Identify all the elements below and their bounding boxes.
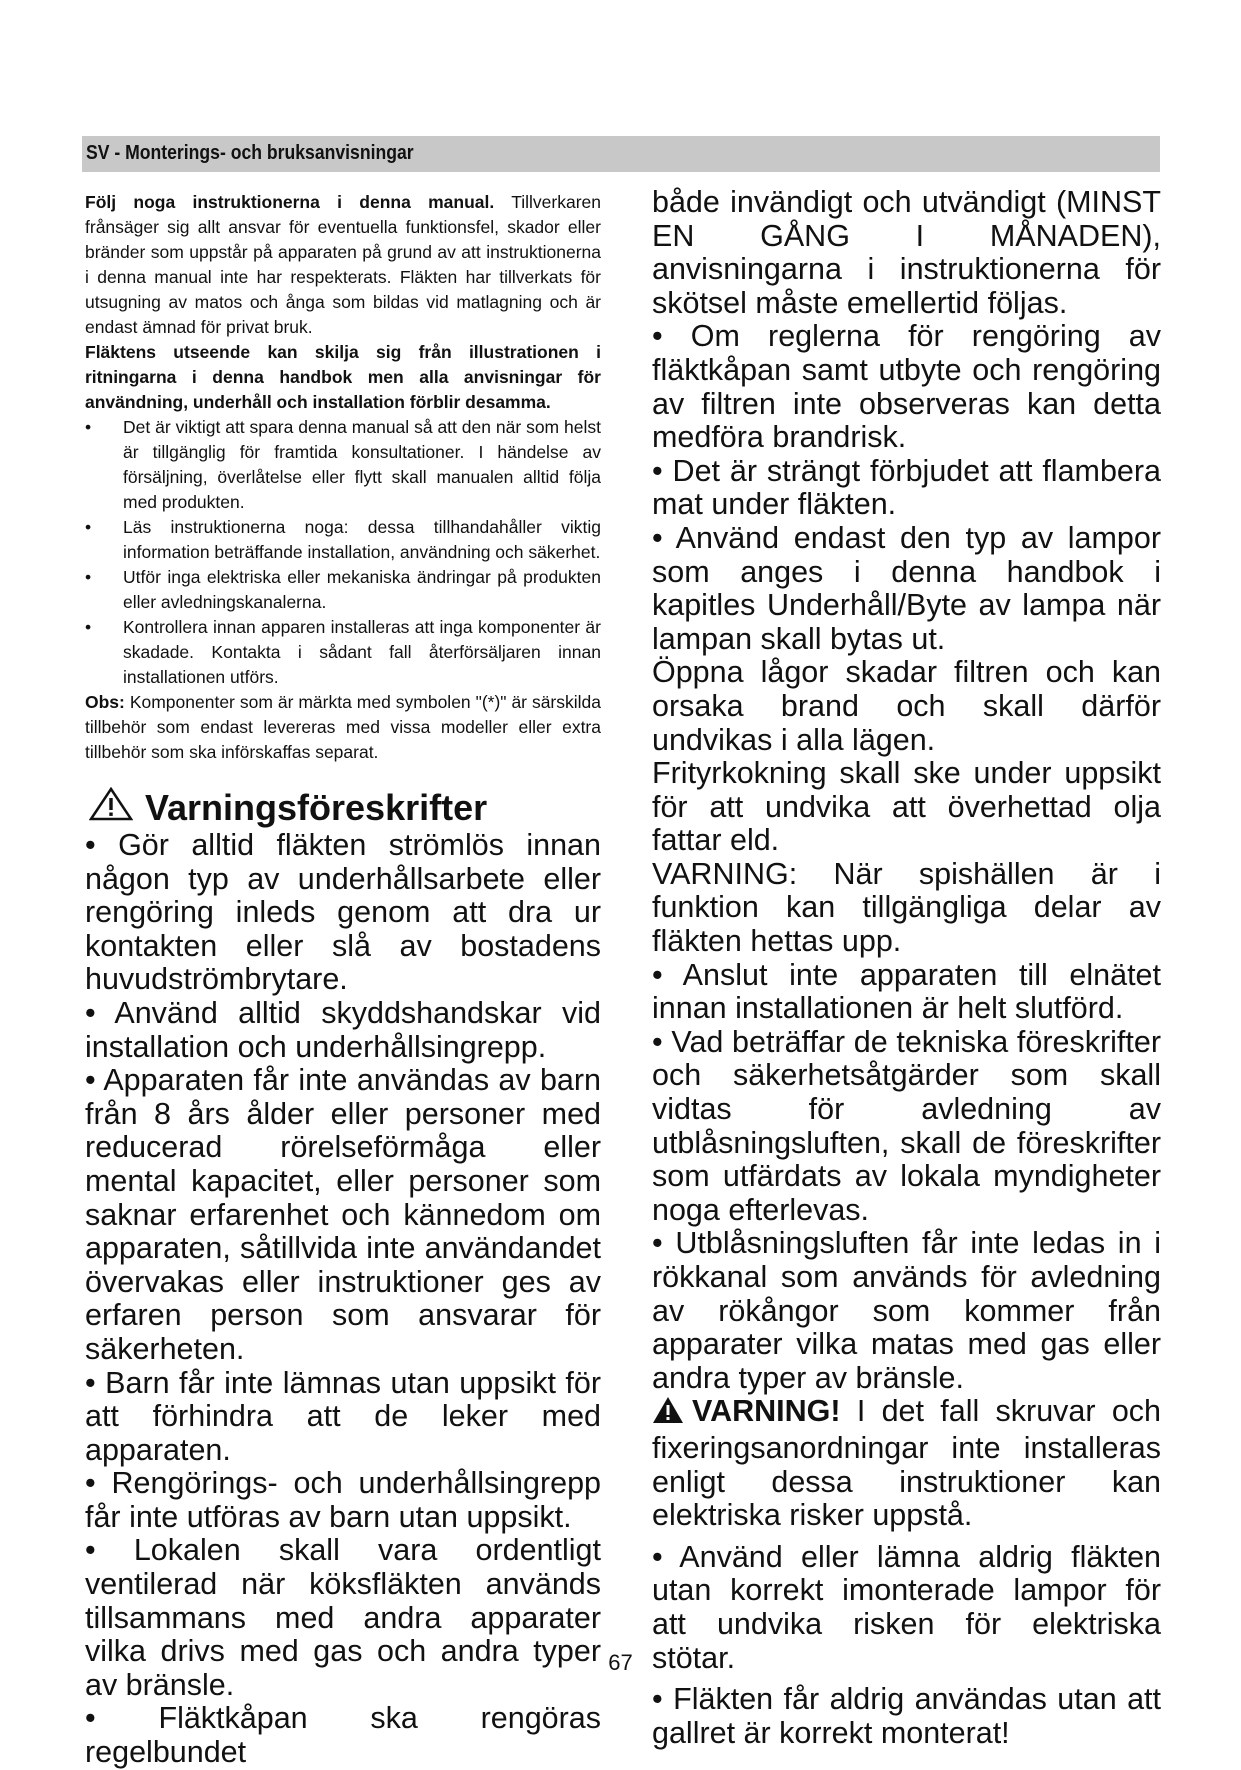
header-bar <box>82 136 1160 172</box>
intro-paragraph <box>85 190 601 340</box>
list-item: • Använd endast den typ av lampor som anges i denna handbok i kapitles Underhåll/Byte av lampa när lampan skall bytas ut. <box>652 520 1161 656</box>
list-item: • Utblåsningsluften får inte ledas in i rökkanal som används för avledning av rökångor som kommer från apparater vilka matas med gas eller andra typer av bränsle. <box>652 1226 1161 1395</box>
list-item: både invändigt och utvändigt (MINST EN GÅNG I MÅNADEN), anvisningarna i instruktionerna för skötsel måste emellertid följas. <box>652 185 1161 320</box>
list-item: • Fläktkåpan ska rengöras regelbundet <box>85 1701 601 1770</box>
list-item: • Det är strängt förbjudet att flambera mat under fläkten. <box>652 453 1161 522</box>
list-item: • Apparaten får inte användas av barn från 8 års ålder eller personer med reducerad rörelseförmåga eller mental kapacitet, eller personer som saknar erfarenhet och kännedom om apparaten, såtillvida inte användandet övervakas eller instruktioner ges av erfaren person som ansvarar för säkerheten. <box>85 1063 601 1366</box>
list-item: • Om reglerna för rengöring av fläktkåpan samt utbyte och rengöring av filtren inte observeras kan detta medföra brandrisk. <box>652 319 1161 455</box>
list-item: VARNING: När spishällen är i funktion kan tillgängliga delar av fläkten hettas upp. <box>652 856 1161 959</box>
obs-label: Obs: <box>85 692 125 712</box>
warnings-left-list <box>85 829 601 1770</box>
list-item: • Läs instruktionerna noga: dessa tillhandahåller viktig information beträffande installation, användning och säkerhet. <box>85 515 601 565</box>
warnings-heading <box>85 787 601 829</box>
list-item: • Barn får inte lämnas utan uppsikt för att förhindra att de leker med apparaten. <box>85 1365 601 1467</box>
varning-notice <box>652 1395 1161 1532</box>
warning-filled-triangle-icon <box>652 1396 684 1432</box>
right-column <box>652 186 1161 1750</box>
intro-bullet-list <box>85 415 601 690</box>
list-item: • Gör alltid fläkten strömlös innan någon typ av underhållsarbete eller rengöring inleds genom att dra ur kontakten eller slå av bostadens huvudströmbrytare. <box>85 828 601 997</box>
list-item: • Rengörings- och underhållsingrepp får inte utföras av barn utan uppsikt. <box>85 1466 601 1534</box>
obs-note <box>85 690 601 765</box>
warnings-title: Varningsföreskrifter <box>145 787 488 828</box>
varning-text: I det fall skruvar och fixeringsanordningar inte installeras enligt dessa instruktioner kan elektriska risker uppstå. <box>652 1394 1161 1533</box>
list-item: Frityrkokning skall ske under uppsikt för att undvika att överhettad olja fattar eld. <box>652 756 1161 858</box>
warnings-right-list <box>652 186 1161 1750</box>
left-column <box>85 190 601 1770</box>
list-item: Öppna lågor skadar filtren och kan orsaka brand och skall därför undvikas i alla lägen. <box>652 655 1161 757</box>
page-title: SV - Monterings- och bruksanvisningar <box>86 142 414 164</box>
list-item: • Utför inga elektriska eller mekaniska ändringar på produkten eller avledningskanalerna. <box>85 565 601 615</box>
list-item: • Kontrollera innan apparen installeras att inga komponenter är skadade. Kontakta i sådant fall återförsäljaren innan installationen utförs. <box>85 615 601 690</box>
obs-text: Komponenter som är märkta med symbolen "(*)" är särskilda tillbehör som endast levereras med vissa modeller eller extra tillbehör som ska införskaffas separat. <box>85 692 601 762</box>
list-item: • Anslut inte apparaten till elnätet innan installationen är helt slutförd. <box>652 957 1161 1026</box>
intro-text: Tillverkaren frånsäger sig allt ansvar för eventuella funktionsfel, skador eller bränder som uppstår på apparaten på grund av att instruktionerna i denna manual inte har respekterats. Fläkten har tillverkats för utsugning av matos och ånga som bildas vid matlagning och är endast ämnad för privat bruk. <box>85 192 601 337</box>
warning-triangle-icon <box>89 787 133 829</box>
list-item: • Vad beträffar de tekniska föreskrifter och säkerhetsåtgärder som skall vidtas för avledning av utblåsningsluften, skall de föreskrifter som utfärdats av lokala myndigheter noga efterlevas. <box>652 1024 1161 1227</box>
list-item: • Använd eller lämna aldrig fläkten utan korrekt imonterade lampor för att undvika risken för elektriska stötar. <box>652 1539 1161 1675</box>
varning-label: VARNING! <box>692 1394 841 1429</box>
list-item: • Använd alltid skyddshandskar vid installation och underhållsingrepp. <box>85 995 601 1064</box>
intro-section <box>85 190 601 765</box>
list-item: • Det är viktigt att spara denna manual så att den när som helst är tillgänglig för framtida konsultationer. I händelse av försäljning, överlåtelse eller flytt skall manualen alltid följa med produkten. <box>85 415 601 515</box>
page-number: 67 <box>608 1650 633 1675</box>
list-item: • Lokalen skall vara ordentligt ventilerad när köksfläkten används tillsammans med andra apparater vilka drivs med gas och andra typer av bränsle. <box>85 1533 601 1702</box>
intro-bold: Följ noga instruktionerna i denna manual. <box>85 192 495 212</box>
list-item: • Fläkten får aldrig användas utan att gallret är korrekt monterat! <box>652 1682 1161 1750</box>
intro-bold-paragraph: Fläktens utseende kan skilja sig från illustrationen i ritningarna i denna handbok men alla anvisningar för användning, underhåll och installation förblir desamma. <box>85 342 601 412</box>
